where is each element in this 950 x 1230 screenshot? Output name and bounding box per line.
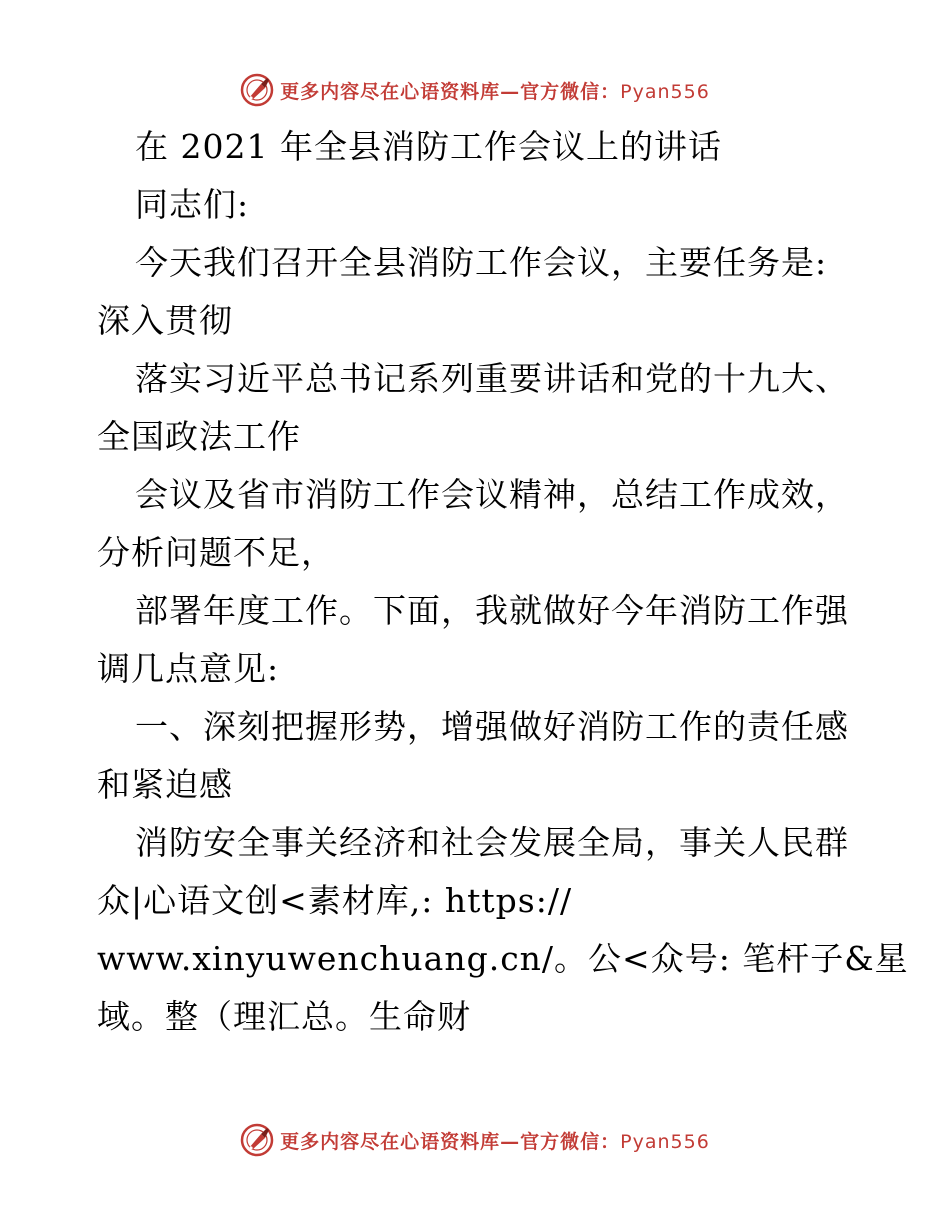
paragraph-line: 消防安全事关经济和社会发展全局，事关人民群 bbox=[135, 823, 849, 862]
paragraph-line: 全国政法工作 bbox=[97, 417, 301, 456]
paragraph-line: 调几点意见: bbox=[97, 649, 280, 688]
section-heading: 一、深刻把握形势，增强做好消防工作的责任感 bbox=[135, 707, 849, 746]
page-footer bbox=[0, 1120, 950, 1160]
page-header bbox=[0, 70, 950, 110]
fountain-pen-logo-icon bbox=[240, 73, 274, 107]
salutation: 同志们: bbox=[135, 185, 250, 224]
paragraph-line: www.xinyuwenchuang.cn/。公<众号: 笔杆子&星 bbox=[97, 939, 909, 978]
document-body bbox=[97, 118, 909, 1046]
fountain-pen-logo-icon bbox=[240, 1123, 274, 1157]
section-heading-cont: 和紧迫感 bbox=[97, 765, 233, 804]
header-brand bbox=[240, 73, 710, 107]
paragraph-line: 深入贯彻 bbox=[97, 301, 233, 340]
header-text: 更多内容尽在心语资料库—官方微信：Pyan556 bbox=[280, 80, 710, 103]
paragraph-line: 分析问题不足， bbox=[97, 533, 335, 572]
paragraph-line: 今天我们召开全县消防工作会议，主要任务是: bbox=[135, 243, 828, 282]
header-wechat-id: Pyan556 bbox=[620, 80, 710, 103]
paragraph-line: 众|心语文创<素材库,: https:// bbox=[97, 881, 573, 920]
paragraph-line: 落实习近平总书记系列重要讲话和党的十九大、 bbox=[135, 359, 849, 398]
speech-title: 在 2021 年全县消防工作会议上的讲话 bbox=[135, 127, 722, 166]
footer-brand bbox=[240, 1123, 710, 1157]
paragraph-line: 域。整（理汇总。生命财 bbox=[97, 997, 471, 1036]
paragraph-line: 会议及省市消防工作会议精神，总结工作成效， bbox=[135, 475, 849, 514]
footer-text: 更多内容尽在心语资料库—官方微信：Pyan556 bbox=[280, 1130, 710, 1153]
footer-wechat-id: Pyan556 bbox=[620, 1130, 710, 1153]
paragraph-line: 部署年度工作。下面，我就做好今年消防工作强 bbox=[135, 591, 849, 630]
